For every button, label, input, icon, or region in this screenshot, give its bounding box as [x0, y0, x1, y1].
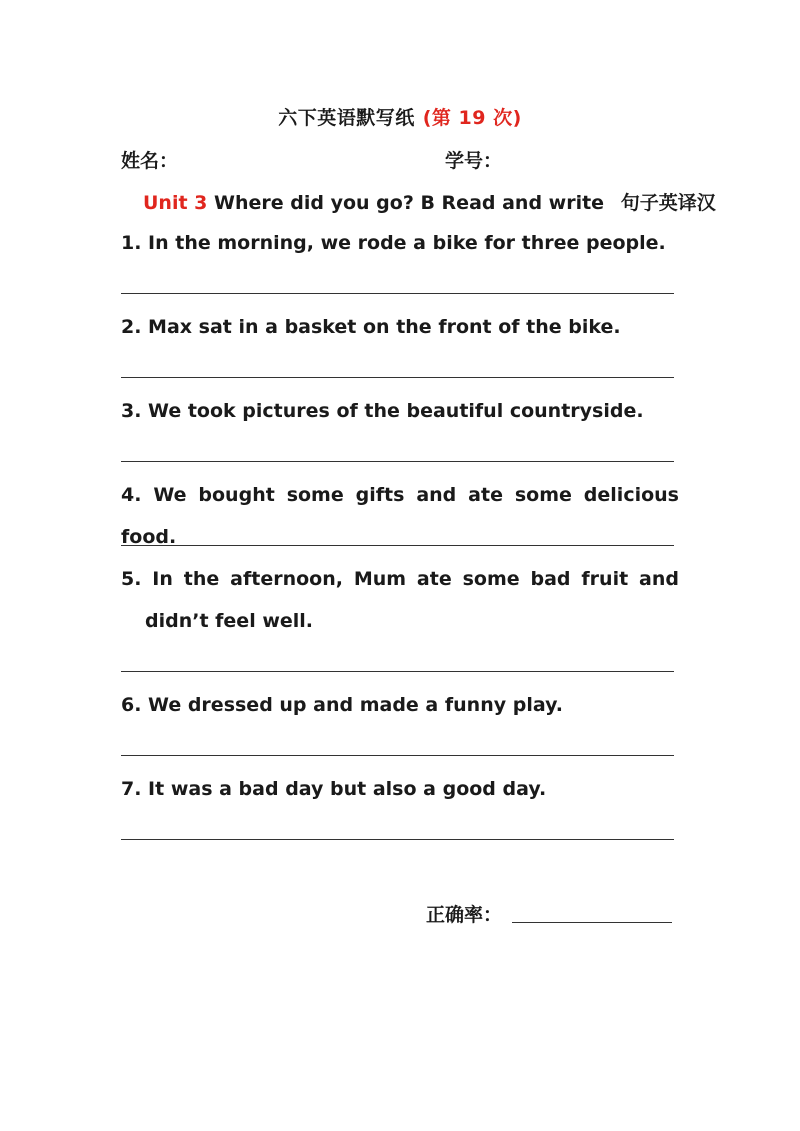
sentence-text: 6. We dressed up and made a funny play.: [121, 694, 563, 716]
answer-line-1[interactable]: [121, 293, 674, 294]
sentence-item-3: [121, 390, 679, 432]
accuracy-label: 正确率：: [426, 904, 503, 926]
student-id-label: 学号：: [445, 150, 503, 172]
title-session-number: (第 19 次): [422, 107, 522, 129]
section-subtitle: [143, 188, 716, 215]
sentence-item-7: [121, 768, 679, 810]
sentence-text: 3. We took pictures of the beautiful countryside.: [121, 400, 644, 422]
sentence-text: 7. It was a bad day but also a good day.: [121, 778, 547, 800]
sentence-item-6: [121, 684, 679, 726]
title-text: 六下英语默写纸: [278, 107, 415, 129]
sentence-text: 4. We bought some gifts and ate some delicious food.: [121, 484, 679, 548]
sentence-text: 5. In the afternoon, Mum ate some bad fruit and didn’t feel well.: [121, 568, 679, 632]
sentence-item-5: [121, 558, 679, 642]
lesson-title: Where did you go? B Read and write: [214, 192, 605, 214]
answer-line-5[interactable]: [121, 671, 674, 672]
sentence-text: 2. Max sat in a basket on the front of the bike.: [121, 316, 621, 338]
accuracy-answer-line[interactable]: [512, 922, 672, 923]
unit-label: Unit 3: [143, 192, 208, 214]
sentence-item-1: [121, 222, 679, 264]
answer-line-2[interactable]: [121, 377, 674, 378]
name-label: 姓名：: [121, 150, 179, 172]
task-instruction: 句子英译汉: [620, 192, 716, 214]
page-title: [0, 103, 800, 130]
answer-line-6[interactable]: [121, 755, 674, 756]
answer-line-7[interactable]: [121, 839, 674, 840]
answer-line-4[interactable]: [121, 545, 674, 546]
sentence-item-2: [121, 306, 679, 348]
answer-line-3[interactable]: [121, 461, 674, 462]
sentence-text: 1. In the morning, we rode a bike for three people.: [121, 232, 666, 254]
